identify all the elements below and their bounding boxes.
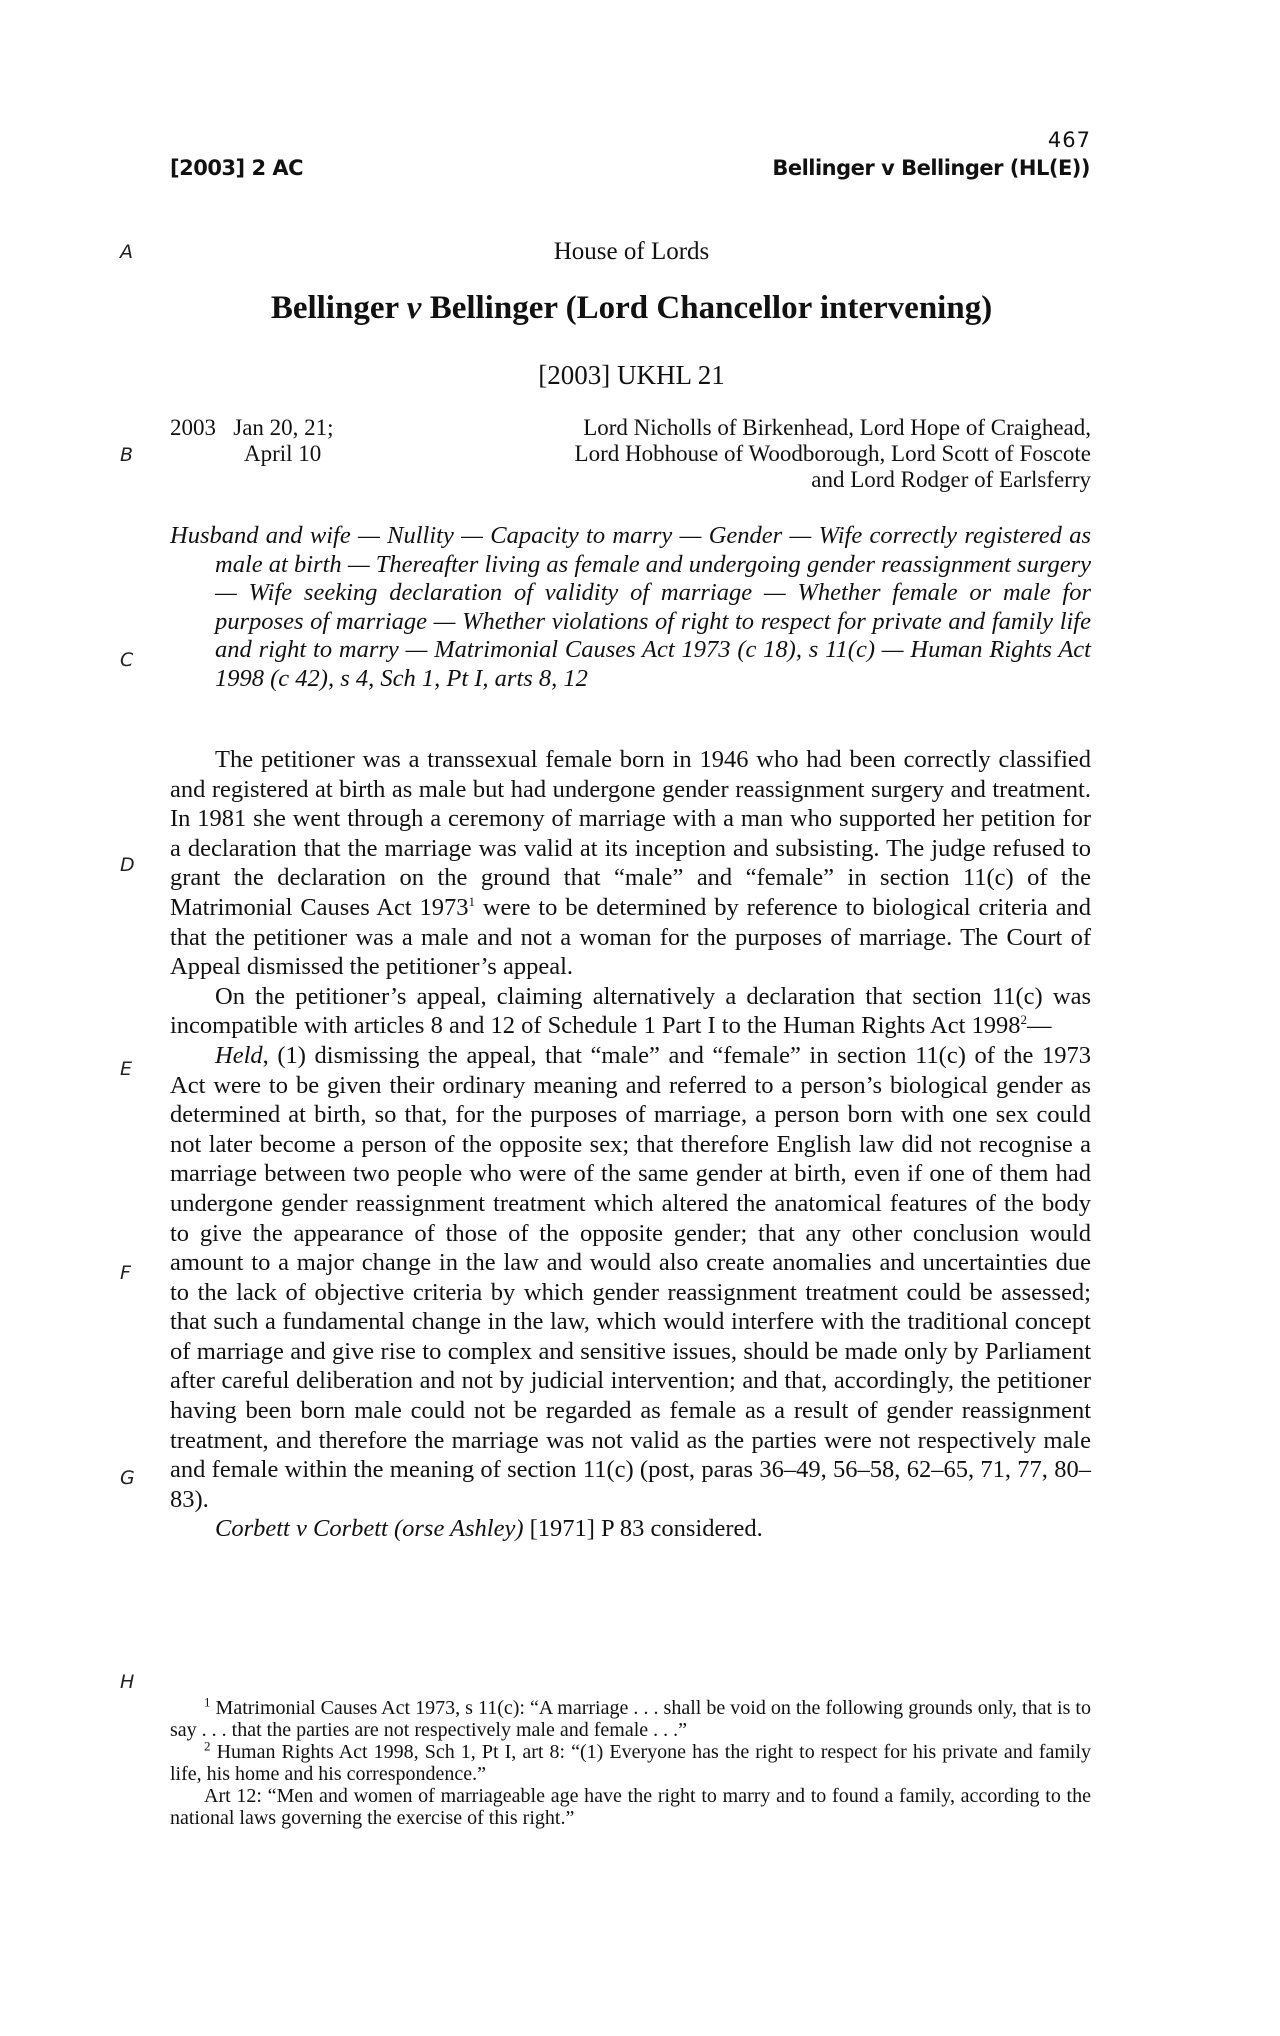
footnote-ref-1: 1 (468, 893, 475, 909)
footnote-ref-2: 2 (1020, 1012, 1028, 1028)
margin-letter-a: A (120, 241, 133, 263)
footnote-1-mark: 1 (204, 1694, 211, 1710)
footnote-2-mark: 2 (204, 1738, 211, 1754)
headnote-paragraph-1 (170, 745, 1091, 982)
headnote-paragraph-1-text-cont: were to be determined by reference to biological criteria and that the petitioner was a male and not a woman for the purposes of marriage. The Court of Appeal dismissed the petitioner’s appeal. (170, 893, 1091, 981)
running-header-citation: [2003] 2 AC (170, 156, 304, 180)
margin-letter-g: G (120, 1467, 135, 1489)
footnote-2-continued: Art 12: “Men and women of marriageable age have the right to marry and to found a family, according to the national laws governing the exercise of this right.” (170, 1785, 1091, 1829)
held-label: Held (215, 1041, 263, 1069)
headnote-paragraph-2 (170, 982, 1091, 1041)
case-title (0, 290, 1263, 327)
court-name: House of Lords (553, 238, 710, 265)
headnote-body (170, 745, 1091, 1544)
footnote-1-text: Matrimonial Causes Act 1973, s 11(c): “A marriage . . . shall be void on the following grounds only, that is to say . . . that the parties are not respectively male and female . . .” (170, 1697, 1091, 1741)
running-header-case: Bellinger v Bellinger (HL(E)) (772, 156, 1090, 180)
cited-case-name: Corbett v Corbett (orse Ashley) (215, 1515, 524, 1543)
case-title-v: v (406, 290, 422, 326)
held-text: , (1) dismissing the appeal, that “male” and “female” in section 11(c) of the 1973 Act were to be given their ordinary meaning and referred to a person’s biological gender as determined at birth, so that, for the purposes of marriage, a person born with one sex could not later become a person of the opposite sex; that therefore English law did not recognise a marriage between two people who were of the same gender at birth, even if one of them had undergone gender reassignment treatment which altered the anatomical features of the body to give the appearance of those of the opposite gender; that any other conclusion would amount to a major change in the law and would also create anomalies and uncertainties due to the lack of objective criteria by which gender reassignment treatment could be assessed; that such a fundamental change in the law, which would interfere with the traditional concept of marriage and give rise to complex and sensitive issues, should be made only by Parliament after careful deliberation and not by judicial intervention; and that, accordingly, the petitioner having been born male could not be regarded as female as a result of gender reassignment treatment, and therefore the marriage was not valid as the parties were not respectively male and female within the meaning of section 11(c) (post, paras 36–49, 56–58, 62–65, 71, 77, 80–83). (170, 1041, 1091, 1513)
headnote-paragraph-1-text: The petitioner was a transsexual female born in 1946 who had been correctly classified and registered at birth as male but had undergone gender reassignment surgery and treatment. In 1981 she went through a ceremony of marriage with a man who supported her petition for a declaration that the marriage was valid at its inception and subsisting. The judge refused to grant the declaration on the ground that “male” and “female” in section 11(c) of the Matrimonial Causes Act 1973 (170, 746, 1091, 921)
footnote-2-text: Human Rights Act 1998, Sch 1, Pt I, art 8: “(1) Everyone has the right to respect for his private and family life, his home and his correspondence.” (170, 1741, 1091, 1785)
case-title-part2: Bellinger (Lord Chancellor intervening) (421, 290, 993, 326)
neutral-citation: [2003] UKHL 21 (538, 360, 725, 390)
hearing-dates-line2: April 10 (244, 441, 322, 466)
margin-letter-d: D (120, 854, 135, 876)
page-number: 467 (1047, 128, 1091, 152)
margin-letter-e: E (120, 1058, 133, 1080)
catchwords: Husband and wife — Nullity — Capacity to marry — Gender — Wife correctly registered as male at birth — Thereafter living as female and undergoing gender reassignment surgery — Wife seeking declaration of validity of marriage — Whether female or male for purposes of marriage — Whether violations of right to respect for private and family life and right to marry — Matrimonial Causes Act 1973 (c 18), s 11(c) — Human Rights Act 1998 (c 42), s 4, Sch 1, Pt I, arts 8, 12 (170, 522, 1091, 692)
held-paragraph (170, 1041, 1091, 1515)
case-title-part1: Bellinger (270, 290, 407, 326)
judges-line1: Lord Nicholls of Birkenhead, Lord Hope of Craighead, (583, 415, 1091, 440)
judges-list (391, 415, 1091, 493)
cases-considered (170, 1514, 1091, 1544)
footnote-1 (170, 1694, 1091, 1741)
cited-case-ref: [1971] P 83 considered. (523, 1515, 763, 1543)
headnote-paragraph-2-dash: — (1027, 1012, 1052, 1040)
footnote-2 (170, 1738, 1091, 1785)
hearing-dates-line1: 2003 Jan 20, 21; (170, 415, 334, 440)
judges-line3: and Lord Rodger of Earlsferry (811, 467, 1091, 492)
margin-letter-f: F (120, 1262, 131, 1284)
margin-letter-b: B (120, 444, 134, 466)
hearing-dates (170, 415, 334, 467)
footnotes (170, 1694, 1091, 1829)
margin-letter-c: C (120, 649, 134, 671)
judges-line2: Lord Hobhouse of Woodborough, Lord Scott of Foscote (574, 441, 1091, 466)
headnote-paragraph-2-text: On the petitioner’s appeal, claiming alternatively a declaration that section 11(c) was incompatible with articles 8 and 12 of Schedule 1 Part I to the Human Rights Act 1998 (170, 982, 1091, 1040)
margin-letter-h: H (120, 1671, 135, 1693)
